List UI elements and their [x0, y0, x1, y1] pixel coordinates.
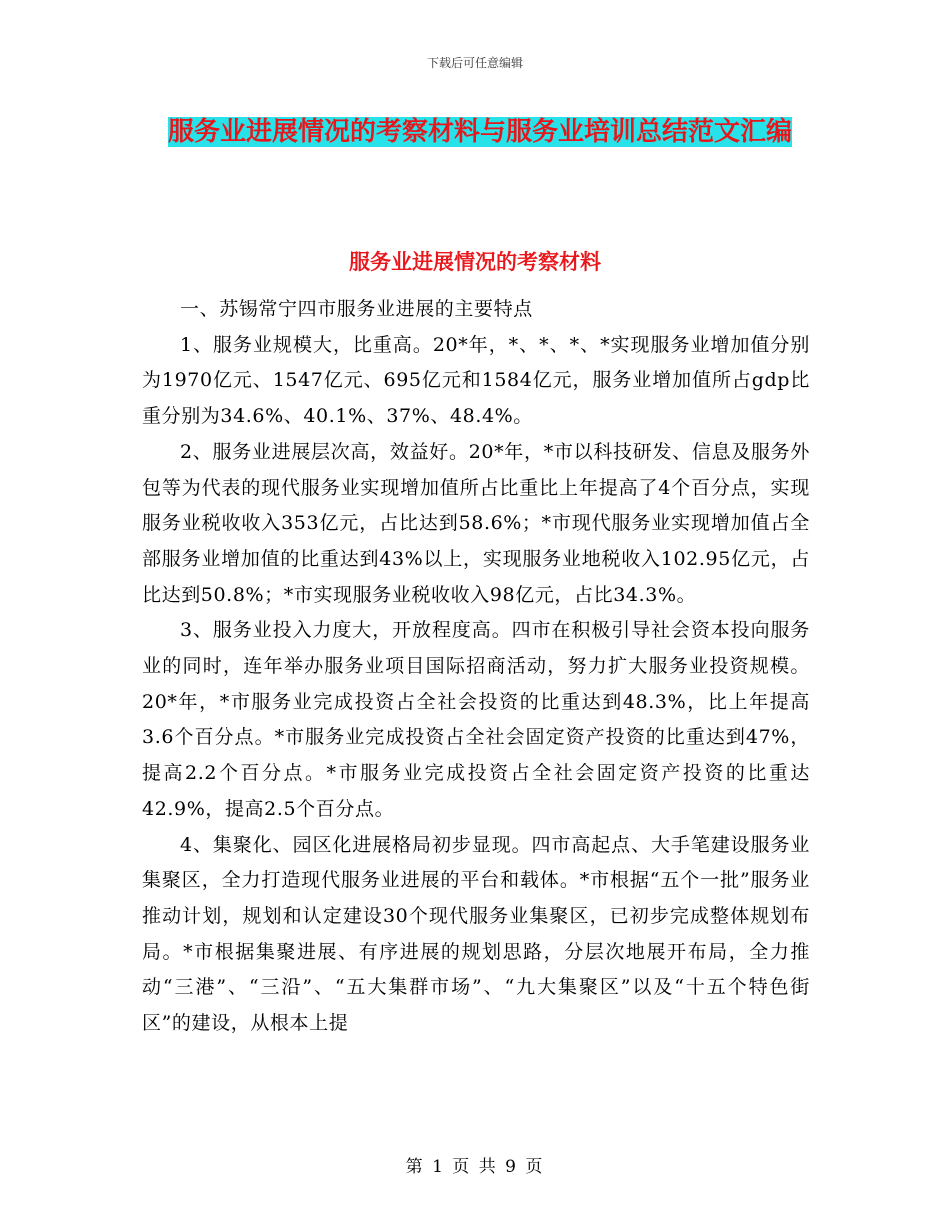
paragraph: 1、服务业规模大，比重高。20*年，*、*、*、*实现服务业增加值分别为1970亿元、1547亿元、695亿元和1584亿元，服务业增加值所占gdp比重分别为34.6%、40.1%、37%、48.4%。 [142, 333, 810, 428]
section-title: 服务业进展情况的考察材料 [349, 250, 601, 274]
paragraph: 4、集聚化、园区化进展格局初步显现。四市高起点、大手笔建设服务业集聚区，全力打造现代服务业进展的平台和载体。*市根据“五个一批”服务业推动计划，规划和认定建设30个现代服务业集聚区，已初步完成整体规划布局。*市根据集聚进展、有序进展的规划思路，分层次地展开布局，全力推动“三港”、“三沿”、“五大集群市场”、“九大集聚区”以及“十五个特色街区”的建设，从根本上提 [142, 833, 810, 1035]
page-header-note: 下载后可任意编辑 [426, 56, 523, 70]
paragraph: 2、服务业进展层次高，效益好。20*年，*市以科技研发、信息及服务外包等为代表的现代服务业实现增加值所占比重比上年提高了4个百分点，实现服务业税收收入353亿元，占比达到58.6%；*市现代服务业实现增加值占全部服务业增加值的比重达到43%以上，实现服务业地税收入102.95亿元，占比达到50.8%；*市实现服务业税收收入98亿元，占比34.3%。 [142, 440, 810, 606]
document-title [140, 108, 820, 156]
body-text [142, 292, 810, 1042]
paragraph-heading: 一、苏锡常宁四市服务业进展的主要特点 [180, 298, 533, 320]
paragraph: 3、服务业投入力度大，开放程度高。四市在积极引导社会资本投向服务业的同时，连年举办服务业项目国际招商活动，努力扩大服务业投资规模。20*年，*市服务业完成投资占全社会投资的比重达到48.3%，比上年提高3.6个百分点。*市服务业完成投资占全社会固定资产投资的比重达到47%，提高2.2个百分点。*市服务业完成投资占全社会固定资产投资的比重达42.9%，提高2.5个百分点。 [142, 619, 810, 820]
document-title-text: 服务业进展情况的考察材料与服务业培训总结范文汇编 [167, 117, 792, 147]
page-number: 第 1 页 共 9 页 [405, 1157, 545, 1177]
